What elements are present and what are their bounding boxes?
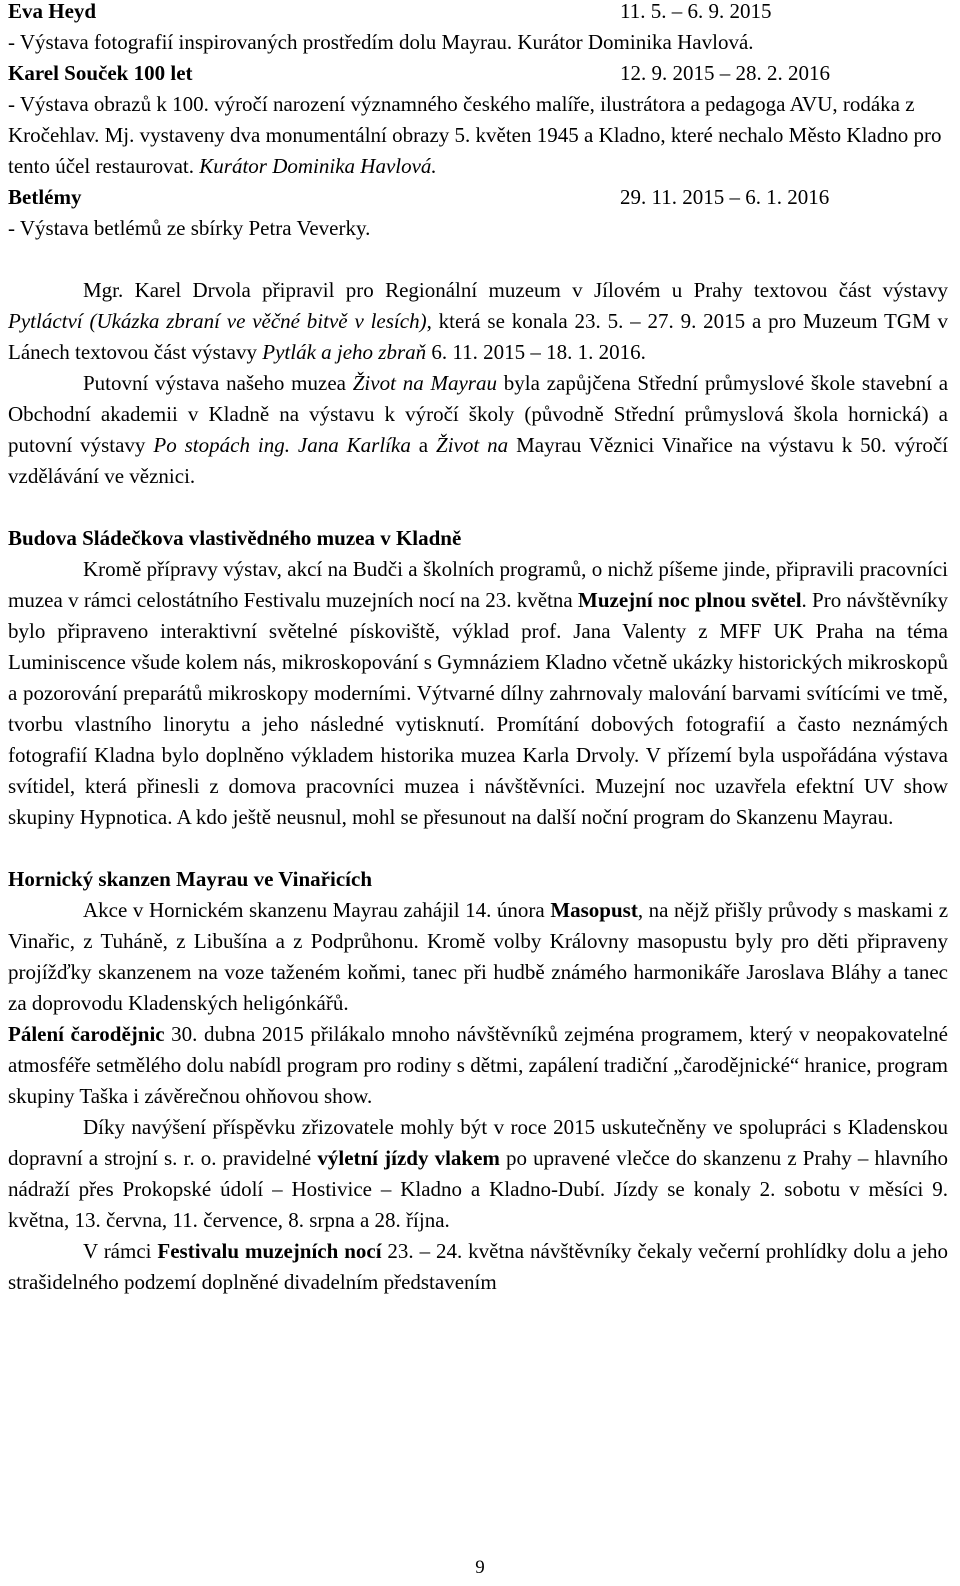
exhibit-soucek-header	[8, 58, 948, 89]
section-heading: Hornický skanzen Mayrau ve Vinařicích	[8, 867, 372, 891]
paragraph-drvola: Mgr. Karel Drvola připravil pro Regionální muzeum v Jílovém u Prahy textovou část výstavy Pytláctví (Ukázka zbraní ve věčné bitvě v lesích), která se konala 23. 5. – 27. 9. 2015 a pro Muzeum TGM v Lánech textovou část výstavy Pytlák a jeho zbraň 6. 11. 2015 – 18. 1. 2016.	[8, 278, 948, 364]
exhibit-description: - Výstava betlémů ze sbírky Petra Veverky.	[8, 216, 371, 240]
exhibit-title: Eva Heyd	[8, 0, 97, 23]
page-content	[8, 0, 948, 1298]
page-number: 9	[475, 1557, 485, 1578]
curator-note: Kurátor Dominika Havlová.	[199, 154, 437, 178]
exhibit-dates: 11. 5. – 6. 9. 2015	[620, 0, 772, 23]
exhibit-heyd-header	[8, 0, 948, 27]
paragraph-putovni: Putovní výstava našeho muzea Život na Mayrau byla zapůjčena Střední průmyslové škole stavební a Obchodní akademii v Kladně na výstavu k výročí školy (původně Střední průmyslová škola hornická) a putovní výstavy Po stopách ing. Jana Karlíka a Život na Mayrau Věznici Vinařice na výstavu k 50. výročí vzdělávání ve věznici.	[8, 371, 949, 488]
exhibit-description: - Výstava fotografií inspirovaných prostředím dolu Mayrau. Kurátor Dominika Havlová.	[8, 30, 754, 54]
exhibit-title: Karel Souček 100 let	[8, 61, 193, 85]
exhibit-betlemy-header	[8, 182, 948, 213]
exhibit-dates: 12. 9. 2015 – 28. 2. 2016	[620, 61, 830, 85]
exhibit-title: Betlémy	[8, 185, 82, 209]
paragraph-muzejni-noc: V rámci Festivalu muzejních nocí 23. – 24. května návštěvníky čekaly večerní prohlídky dolu a jeho strašidelného podzemí doplněné divadelním představením	[8, 1239, 948, 1294]
section-heading: Budova Sládečkova vlastivědného muzea v Kladně	[8, 526, 462, 550]
exhibit-description: - Výstava obrazů k 100. výročí narození významného českého malíře, ilustrátora a pedagoga AVU, rodáka z Kročehlav. Mj. vystaveny dva monumentální obrazy 5. květen 1945 a Kladno, které nechalo Město Kladno pro tento účel restaurovat. Kurátor Dominika Havlová.	[8, 92, 942, 178]
exhibit-dates: 29. 11. 2015 – 6. 1. 2016	[620, 185, 830, 209]
paragraph-masopust: Akce v Hornickém skanzenu Mayrau zahájil 14. února Masopust, na nějž přišly průvody s maskami z Vinařic, z Tuháně, z Libušína a z Podprůhonu. Kromě volby Královny masopustu byly pro děti připraveny projížďky skanzenem na voze taženém koňmi, tanec při hudbě známého harmonikáře Jaroslava Bláhy a tanec za doprovodu Kladenských heligónkářů.	[8, 898, 949, 1015]
paragraph-vlak: Díky navýšení příspěvku zřizovatele mohly být v roce 2015 uskutečněny ve spolupráci s Kladenskou dopravní a strojní s. r. o. pravidelné výletní jízdy vlakem po upravené vlečce do skanzenu z Prahy – hlavního nádraží přes Prokopské údolí – Hostivice – Kladno a Kladno-Dubí. Jízdy se konaly 2. sobotu v měsíci 9. května, 13. června, 11. července, 8. srpna a 28. října.	[8, 1115, 948, 1232]
paragraph-carodejnice: Pálení čarodějnic 30. dubna 2015 přilákalo mnoho návštěvníků zejména programem, který v neopakovatelné atmosféře setmělého dolu nabídl program pro rodiny s dětmi, zapálení tradiční „čarodějnické“ hranice, program skupiny Taška i závěrečnou ohňovou show.	[8, 1022, 948, 1108]
paragraph-sladeckovo: Kromě přípravy výstav, akcí na Budči a školních programů, o nichž píšeme jinde, připravili pracovníci muzea v rámci celostátního Festivalu muzejních nocí na 23. května Muzejní noc plnou světel. Pro návštěvníky bylo připraveno interaktivní světelné pískoviště, výklad prof. Jana Valenty z MFF UK Praha na téma Luminiscence všude kolem nás, mikroskopování s Gymnáziem Kladno včetně ukázky historických mikroskopů a pozorování preparátů mikroskopy moderními. Výtvarné dílny zahrnovaly malování barvami svítícími ve tmě, tvorbu vlastního linorytu a jeho následné vytisknutí. Promítání dobových fotografií a často neznámých fotografií Kladna bylo doplněno výkladem historika muzea Karla Drvoly. V přízemí byla uspořádána výstava svítidel, která přinesli z domova pracovníci muzea i návštěvníci. Muzejní noc uzavřela efektní UV show skupiny Hypnotica. A kdo ještě neusnul, mohl se přesunout na další noční program do Skanzenu Mayrau.	[8, 557, 948, 829]
